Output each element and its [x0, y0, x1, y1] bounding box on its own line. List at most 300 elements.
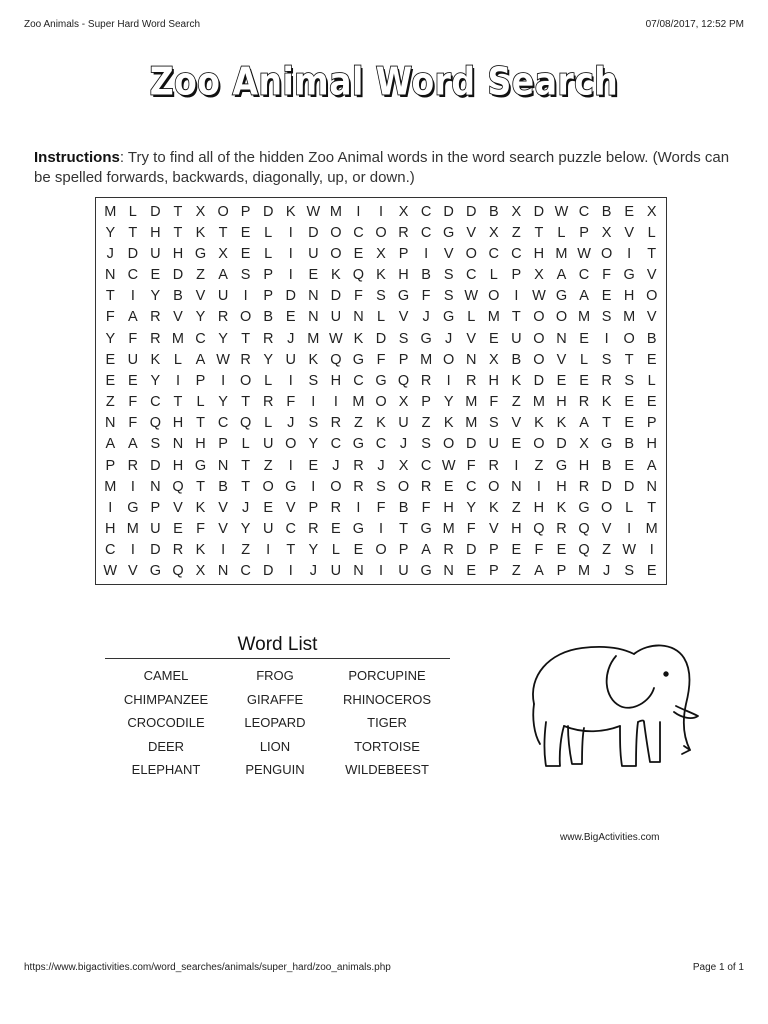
website-caption: www.BigActivities.com [560, 832, 660, 843]
grid-letter: L [579, 351, 589, 368]
grid-letter: F [286, 394, 296, 411]
grid-letter: W [306, 203, 321, 220]
grid-letter: P [218, 436, 228, 453]
grid-letter: S [601, 309, 612, 326]
grid-letter: I [311, 478, 316, 495]
grid-letter: H [578, 457, 590, 474]
grid-letter: O [262, 478, 274, 495]
grid-letter: D [262, 203, 274, 220]
grid-letter: N [353, 563, 364, 580]
grid-letter: N [105, 267, 116, 284]
word-list-item: PORCUPINE [348, 668, 426, 683]
grid-letter: F [466, 521, 476, 538]
grid-letter: K [331, 267, 341, 284]
grid-letter: X [398, 457, 409, 474]
grid-letter: R [330, 499, 342, 516]
grid-letter: O [375, 542, 387, 559]
instructions-text: : Try to find all of the hidden Zoo Animal words in the word search puzzle below. (Words can be spelled forwards, backwards, diagonally, up, or down.) [34, 149, 730, 186]
grid-letter: P [646, 415, 657, 432]
grid-letter: Z [511, 563, 521, 580]
grid-letter: J [287, 330, 295, 347]
grid-letter: I [288, 267, 293, 284]
word-list-item: LION [259, 738, 291, 754]
grid-letter: I [378, 563, 383, 580]
grid-letter: C [375, 436, 387, 453]
grid-letter: R [217, 309, 229, 326]
grid-letter: N [443, 563, 454, 580]
grid-letter: G [352, 436, 365, 453]
grid-letter: R [488, 457, 500, 474]
grid-letter: Y [443, 394, 454, 411]
grid-letter: D [262, 563, 274, 580]
grid-letter: M [442, 521, 455, 538]
grid-letter: O [488, 288, 500, 305]
grid-letter: M [487, 309, 500, 326]
grid-letter: A [195, 351, 206, 368]
grid-letter: C [511, 245, 522, 262]
grid-letter: Q [330, 351, 342, 368]
grid-letter: M [623, 309, 636, 326]
grid-letter: T [173, 203, 183, 220]
grid-letter: M [307, 330, 320, 347]
grid-letter: V [511, 415, 522, 432]
grid-letter: A [534, 563, 544, 580]
grid-letter: H [105, 521, 116, 538]
grid-letter: T [241, 478, 251, 495]
grid-letter: O [375, 394, 387, 411]
grid-letter: B [173, 288, 183, 305]
grid-letter: L [264, 224, 273, 241]
grid-letter: L [264, 372, 273, 389]
grid-letter: T [534, 224, 544, 241]
grid-letter: G [555, 457, 568, 474]
grid-letter: K [601, 394, 612, 411]
print-datetime: 07/08/2017, 12:52 PM [645, 19, 744, 30]
grid-letter: E [443, 478, 454, 495]
grid-letter: V [398, 309, 409, 326]
grid-letter: I [424, 245, 429, 262]
grid-letter: N [646, 478, 657, 495]
grid-letter: N [465, 351, 477, 368]
grid-letter: G [578, 499, 590, 516]
grid-letter: V [218, 499, 228, 516]
grid-letter: W [532, 288, 546, 305]
grid-letter: N [105, 415, 116, 432]
grid-letter: L [241, 436, 250, 453]
grid-letter: C [420, 457, 432, 474]
grid-letter: P [195, 372, 206, 389]
grid-letter: J [602, 563, 611, 580]
grid-letter: R [578, 478, 590, 495]
grid-letter: A [105, 436, 116, 453]
grid-letter: W [464, 288, 479, 305]
grid-letter: T [173, 394, 183, 411]
worksheet-title: Zoo Animal Word Search [149, 59, 619, 104]
grid-letter: Z [534, 457, 544, 474]
grid-letter: V [285, 499, 296, 516]
grid-letter: A [579, 415, 589, 432]
grid-letter: J [309, 563, 317, 580]
grid-letter: P [511, 267, 522, 284]
grid-letter: E [624, 394, 634, 411]
grid-letter: U [308, 245, 319, 262]
grid-letter: R [601, 372, 612, 389]
grid-letter: Y [105, 330, 116, 347]
grid-letter: R [578, 394, 590, 411]
grid-letter: V [624, 224, 634, 241]
grid-letter: T [196, 478, 205, 495]
grid-letter: H [533, 245, 545, 262]
grid-letter: A [218, 267, 228, 284]
grid-letter: Y [105, 224, 116, 241]
grid-letter: L [557, 224, 566, 241]
grid-letter: E [263, 499, 274, 516]
grid-letter: E [579, 372, 589, 389]
grid-letter: H [488, 372, 500, 389]
grid-letter: K [511, 372, 522, 389]
grid-letter: P [240, 203, 251, 220]
grid-letter: E [240, 245, 251, 262]
grid-letter: E [173, 521, 183, 538]
grid-letter: I [108, 499, 113, 516]
grid-letter: A [127, 436, 138, 453]
grid-letter: O [397, 478, 410, 495]
grid-letter: K [195, 224, 206, 241]
grid-letter: D [465, 436, 477, 453]
grid-letter: K [556, 415, 567, 432]
grid-letter: T [218, 224, 228, 241]
grid-letter: A [127, 309, 138, 326]
grid-letter: S [421, 436, 431, 453]
grid-letter: F [421, 288, 431, 305]
grid-letter: Y [150, 288, 161, 305]
grid-letter: M [104, 478, 117, 495]
grid-letter: U [150, 245, 161, 262]
grid-letter: F [534, 542, 544, 559]
grid-letter: T [602, 415, 612, 432]
grid-letter: K [376, 267, 386, 284]
grid-letter: M [329, 203, 342, 220]
grid-letter: P [398, 245, 409, 262]
grid-letter: U [398, 563, 409, 580]
grid-letter: S [443, 288, 454, 305]
grid-letter: I [288, 245, 293, 262]
grid-letter: I [627, 245, 632, 262]
grid-letter: E [646, 351, 657, 368]
grid-letter: C [195, 330, 206, 347]
grid-letter: V [195, 288, 206, 305]
grid-letter: Q [533, 521, 545, 538]
grid-letter: I [446, 372, 451, 389]
grid-letter: E [105, 372, 116, 389]
grid-letter: I [130, 542, 135, 559]
grid-letter: Y [240, 521, 251, 538]
grid-letter: L [625, 499, 634, 516]
grid-letter: E [624, 457, 634, 474]
grid-letter: H [533, 499, 545, 516]
grid-letter: X [195, 563, 206, 580]
grid-letter: M [465, 415, 478, 432]
grid-letter: O [533, 436, 545, 453]
grid-letter: D [556, 436, 567, 453]
grid-letter: K [443, 415, 454, 432]
grid-letter: I [356, 499, 361, 516]
grid-letter: R [150, 309, 161, 326]
grid-letter: J [287, 415, 295, 432]
grid-letter: U [262, 436, 274, 453]
grid-letter: M [577, 563, 591, 580]
grid-letter: C [353, 224, 364, 241]
grid-letter: K [556, 499, 567, 516]
grid-letter: I [311, 394, 316, 411]
grid-letter: C [285, 521, 296, 538]
grid-letter: T [511, 309, 521, 326]
grid-letter: P [398, 351, 409, 368]
grid-letter: K [376, 415, 386, 432]
grid-letter: K [488, 499, 499, 516]
grid-letter: R [353, 457, 364, 474]
grid-letter: C [353, 372, 364, 389]
grid-letter: T [105, 288, 115, 305]
grid-letter: G [420, 330, 432, 347]
grid-letter: I [221, 372, 226, 389]
grid-letter: X [195, 203, 206, 220]
grid-letter: E [579, 330, 589, 347]
grid-letter: O [600, 245, 613, 262]
grid-letter: U [398, 415, 409, 432]
grid-letter: Y [263, 351, 274, 368]
grid-letter: B [398, 499, 409, 516]
grid-letter: E [511, 542, 522, 559]
grid-letter: S [376, 478, 386, 495]
grid-letter: X [398, 203, 409, 220]
grid-letter: Q [578, 521, 590, 538]
grid-letter: Q [239, 415, 252, 432]
grid-letter: P [556, 563, 567, 580]
grid-letter: I [514, 288, 519, 305]
grid-letter: Q [172, 478, 184, 495]
word-list-item: FROG [256, 668, 294, 683]
grid-letter: R [353, 478, 364, 495]
grid-letter: M [465, 394, 478, 411]
grid-letter: H [150, 224, 161, 241]
grid-letter: H [172, 415, 184, 432]
grid-letter: E [624, 203, 634, 220]
grid-letter: I [378, 203, 383, 220]
grid-letter: M [104, 203, 117, 220]
grid-letter: F [196, 521, 205, 538]
grid-letter: I [221, 542, 226, 559]
grid-letter: V [218, 521, 228, 538]
word-list-item: CROCODILE [127, 715, 205, 731]
grid-letter: E [556, 542, 567, 559]
grid-letter: U [217, 288, 229, 305]
grid-letter: G [352, 351, 365, 368]
grid-letter: U [285, 351, 296, 368]
grid-letter: G [352, 521, 365, 538]
grid-letter: I [288, 563, 293, 580]
grid-letter: R [443, 542, 454, 559]
grid-letter: L [647, 224, 656, 241]
grid-letter: R [262, 394, 274, 411]
grid-letter: A [646, 457, 657, 474]
grid-letter: Z [354, 415, 363, 432]
grid-letter: C [105, 542, 116, 559]
grid-letter: P [105, 457, 116, 474]
word-search-grid [95, 197, 667, 585]
grid-letter: D [330, 288, 342, 305]
grid-letter: M [645, 521, 658, 538]
grid-letter: C [578, 203, 590, 220]
grid-letter: Z [511, 499, 521, 516]
grid-letter: G [443, 309, 455, 326]
grid-letter: R [330, 415, 342, 432]
grid-letter: C [465, 267, 477, 284]
grid-letter: I [536, 478, 541, 495]
grid-letter: O [239, 309, 252, 326]
grid-letter: E [105, 351, 116, 368]
grid-letter: P [488, 563, 499, 580]
grid-letter: O [600, 499, 613, 516]
grid-letter: Q [149, 415, 162, 432]
grid-letter: F [128, 330, 138, 347]
grid-letter: X [488, 224, 499, 241]
grid-letter: Z [421, 415, 431, 432]
grid-letter: M [577, 309, 591, 326]
grid-letter: B [511, 351, 522, 368]
grid-letter: X [218, 245, 228, 262]
grid-letter: Z [263, 457, 273, 474]
grid-letter: D [601, 478, 612, 495]
grid-letter: L [647, 372, 656, 389]
grid-letter: D [533, 372, 545, 389]
grid-letter: R [240, 351, 251, 368]
grid-letter: N [217, 563, 229, 580]
word-list-item: WILDEBEEST [345, 762, 429, 778]
grid-letter: X [376, 245, 386, 262]
grid-letter: K [308, 351, 319, 368]
grid-letter: F [489, 394, 499, 411]
grid-letter: O [465, 245, 477, 262]
grid-letter: E [285, 309, 296, 326]
word-list-item: RHINOCEROS [342, 691, 432, 707]
grid-letter: X [511, 203, 522, 220]
grid-letter: H [556, 478, 567, 495]
grid-letter: R [172, 542, 184, 559]
grid-letter: M [532, 394, 545, 411]
grid-letter: B [601, 203, 612, 220]
grid-letter: Q [397, 372, 410, 389]
grid-letter: L [489, 267, 498, 284]
grid-letter: P [488, 542, 499, 559]
grid-letter: F [466, 457, 476, 474]
grid-letter: U [330, 309, 342, 326]
grid-letter: H [623, 288, 635, 305]
grid-letter: V [173, 499, 183, 516]
grid-letter: L [264, 245, 273, 262]
grid-letter: Z [241, 542, 251, 559]
grid-letter: G [555, 288, 568, 305]
grid-letter: T [241, 330, 251, 347]
grid-letter: I [649, 542, 654, 559]
grid-letter: S [308, 415, 319, 432]
grid-letter: M [555, 245, 568, 262]
grid-letter: U [262, 521, 274, 538]
grid-letter: T [624, 351, 634, 368]
grid-letter: I [356, 203, 361, 220]
grid-letter: Q [578, 542, 590, 559]
grid-letter: O [443, 436, 455, 453]
grid-letter: S [308, 372, 319, 389]
grid-letter: T [196, 415, 205, 432]
grid-letter: M [126, 521, 139, 538]
grid-letter: D [465, 542, 477, 559]
grid-letter: K [195, 542, 206, 559]
grid-letter: R [398, 224, 409, 241]
grid-letter: O [488, 478, 500, 495]
grid-letter: D [285, 288, 296, 305]
grid-letter: E [331, 521, 341, 538]
grid-letter: U [150, 521, 161, 538]
grid-letter: C [578, 267, 590, 284]
grid-letter: U [511, 330, 522, 347]
grid-letter: I [243, 288, 248, 305]
grid-letter: R [150, 330, 161, 347]
grid-letter: C [217, 415, 229, 432]
page-title-header: Zoo Animals - Super Hard Word Search [24, 19, 201, 30]
grid-letter: Y [308, 436, 319, 453]
grid-letter: W [622, 542, 636, 559]
grid-letter: I [333, 394, 338, 411]
grid-letter: J [399, 436, 408, 453]
grid-letter: F [376, 351, 386, 368]
grid-letter: G [600, 436, 613, 453]
grid-letter: E [353, 245, 364, 262]
grid-letter: X [579, 436, 589, 453]
grid-letter: I [627, 521, 632, 538]
grid-letter: G [420, 521, 432, 538]
grid-letter: U [330, 563, 342, 580]
grid-letter: P [263, 288, 274, 305]
grid-letter: Z [105, 394, 115, 411]
grid-letter: L [196, 394, 205, 411]
grid-letter: E [308, 267, 319, 284]
grid-letter: D [623, 478, 635, 495]
grid-letter: L [264, 415, 273, 432]
grid-letter: D [533, 203, 545, 220]
word-list-item: GIRAFFE [246, 691, 304, 707]
grid-letter: T [128, 224, 138, 241]
word-list-item: CHIMPANZEE [123, 691, 209, 707]
grid-letter: H [511, 521, 522, 538]
grid-letter: N [217, 457, 229, 474]
grid-letter: E [466, 563, 477, 580]
grid-letter: Y [308, 542, 319, 559]
grid-letter: G [194, 245, 207, 262]
grid-letter: X [398, 394, 409, 411]
grid-letter: Y [466, 499, 477, 516]
grid-letter: Q [352, 267, 365, 284]
grid-letter: F [105, 309, 115, 326]
grid-letter: O [623, 330, 635, 347]
word-list-heading: Word List [237, 634, 318, 655]
grid-letter: O [443, 351, 455, 368]
page-number: Page 1 of 1 [692, 962, 744, 973]
grid-letter: E [646, 394, 657, 411]
grid-letter: B [624, 436, 634, 453]
grid-letter: V [488, 521, 499, 538]
page-url: https://www.bigactivities.com/word_searches/animals/super_hard/zoo_animals.php [24, 962, 391, 973]
